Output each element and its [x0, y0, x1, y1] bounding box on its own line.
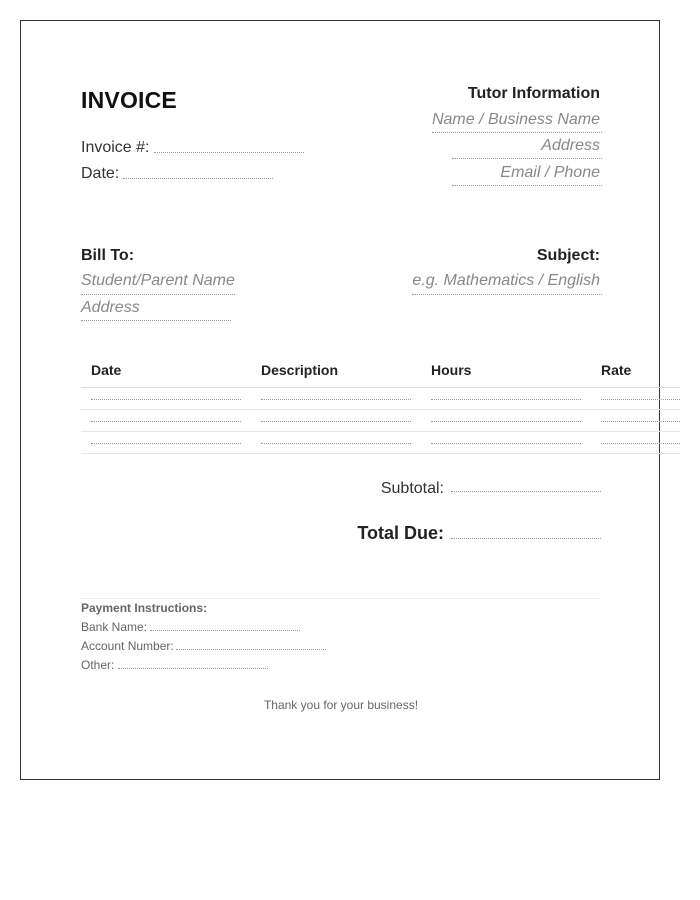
row-date-cell[interactable]	[91, 421, 241, 422]
subject-field[interactable]: e.g. Mathematics / English	[412, 272, 600, 289]
other-field[interactable]	[118, 668, 268, 669]
column-header-description: Description	[261, 362, 339, 378]
bill-to-heading: Bill To:	[81, 247, 135, 264]
total-due-label: Total Due:	[357, 523, 444, 543]
date-field[interactable]	[123, 178, 273, 179]
total-due-field[interactable]	[451, 538, 601, 539]
tutor-info-heading: Tutor Information	[467, 85, 600, 102]
bill-to-name-underline	[81, 294, 235, 295]
invoice-page	[20, 20, 660, 780]
row-divider	[81, 453, 680, 454]
tutor-address-underline	[452, 158, 602, 159]
date-label: Date:	[81, 165, 120, 182]
row-hours-cell[interactable]	[431, 443, 581, 444]
payment-instructions-heading: Payment Instructions:	[81, 601, 208, 615]
account-number-field[interactable]	[176, 649, 326, 650]
subtotal-label: Subtotal:	[380, 480, 444, 497]
row-rate-cell[interactable]	[601, 443, 680, 444]
row-divider	[81, 409, 680, 410]
row-rate-cell[interactable]	[601, 421, 680, 422]
table-header-divider	[81, 387, 680, 388]
bank-name-field[interactable]	[150, 630, 300, 631]
row-hours-cell[interactable]	[431, 399, 581, 400]
bill-to-address-field[interactable]: Address	[81, 299, 140, 316]
subject-underline	[412, 294, 602, 295]
column-header-hours: Hours	[431, 362, 472, 378]
subtotal-field[interactable]	[451, 491, 601, 492]
row-rate-cell[interactable]	[601, 399, 680, 400]
tutor-contact-field[interactable]: Email / Phone	[500, 164, 600, 181]
row-description-cell[interactable]	[261, 399, 411, 400]
account-number-label: Account Number:	[81, 639, 174, 653]
invoice-number-field[interactable]	[154, 152, 304, 153]
tutor-contact-underline	[452, 185, 602, 186]
row-hours-cell[interactable]	[431, 421, 581, 422]
row-date-cell[interactable]	[91, 399, 241, 400]
payment-divider	[81, 598, 601, 599]
row-divider	[81, 431, 680, 432]
row-description-cell[interactable]	[261, 421, 411, 422]
tutor-address-field[interactable]: Address	[541, 137, 600, 154]
column-header-rate: Rate	[601, 362, 632, 378]
bill-to-address-underline	[81, 320, 231, 321]
invoice-title: INVOICE	[81, 87, 177, 113]
other-label: Other:	[81, 658, 115, 672]
thank-you-note: Thank you for your business!	[263, 698, 419, 712]
tutor-name-underline	[432, 132, 602, 133]
column-header-date: Date	[91, 362, 122, 378]
row-date-cell[interactable]	[91, 443, 241, 444]
bill-to-name-field[interactable]: Student/Parent Name	[81, 272, 235, 289]
row-description-cell[interactable]	[261, 443, 411, 444]
invoice-number-label: Invoice #:	[81, 139, 150, 156]
tutor-name-field[interactable]: Name / Business Name	[431, 111, 600, 128]
bank-name-label: Bank Name:	[81, 620, 148, 634]
subject-heading: Subject:	[536, 247, 600, 264]
